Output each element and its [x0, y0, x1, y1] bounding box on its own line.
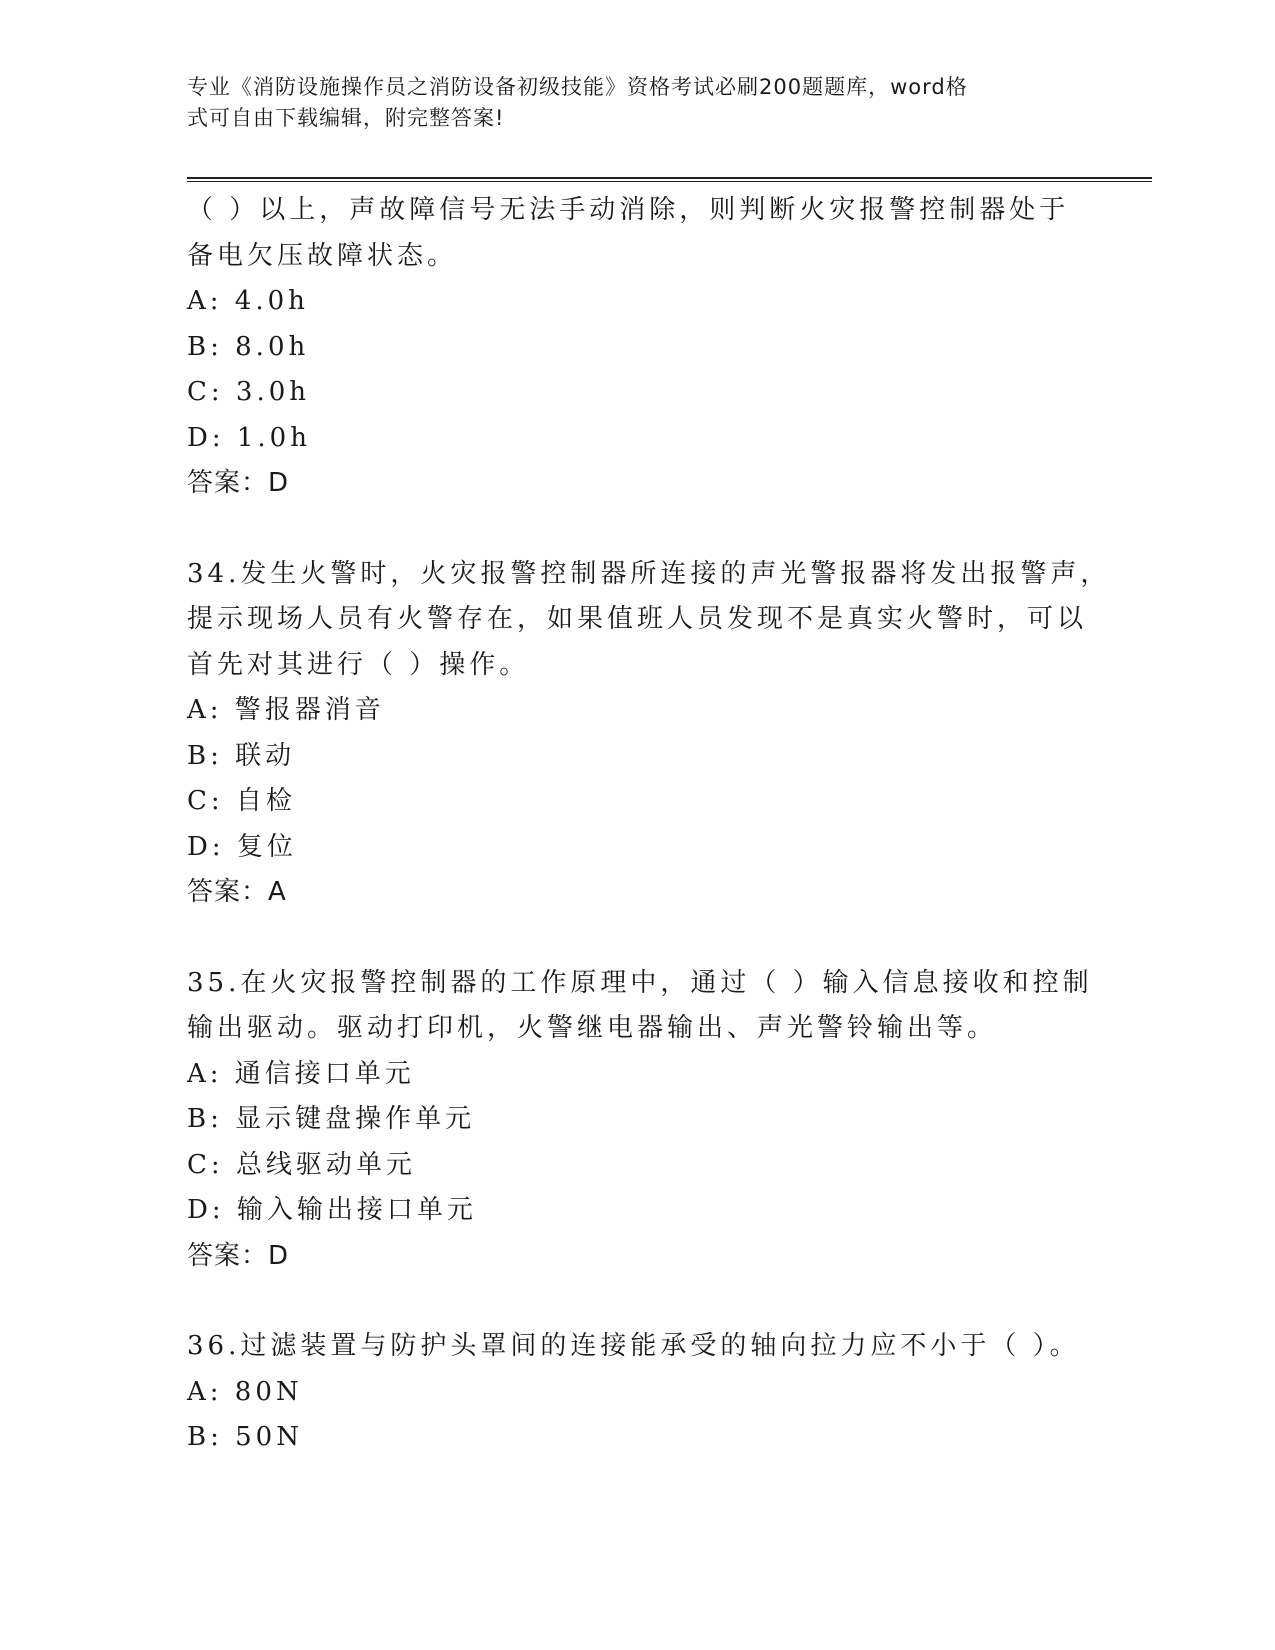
document-header	[187, 72, 1067, 134]
question-stem-line: 首先对其进行（ ）操作。	[187, 649, 530, 680]
question-35	[187, 961, 1093, 1280]
option-c: C: 总线驱动单元	[187, 1149, 416, 1180]
question-stem-line: 提示现场人员有火警存在，如果值班人员发现不是真实火警时，可以	[187, 604, 1088, 634]
option-b: B: 50N	[187, 1422, 303, 1452]
question-36	[187, 1324, 1087, 1461]
answer-line: 答案：D	[187, 1240, 290, 1271]
option-a: A: 80N	[187, 1376, 303, 1407]
question-stem-line: 备电欠压故障状态。	[187, 240, 458, 271]
question-stem-line: 34.发生火警时，火灾报警控制器所连接的声光警报器将发出报警声，	[187, 558, 1111, 589]
question-33	[187, 188, 1087, 507]
question-stem-line: （ ）以上，声故障信号无法手动消除，则判断火灾报警控制器处于	[187, 195, 1070, 225]
option-b: B: 联动	[187, 740, 296, 771]
spacer	[187, 916, 1087, 961]
question-stem-line: 输出驱动。驱动打印机，火警继电器输出、声光警铃输出等。	[187, 1013, 998, 1043]
option-b: B: 显示键盘操作单元	[187, 1104, 476, 1134]
header-line-1: 专业《消防设施操作员之消防设备初级技能》资格考试必刷200题题库，word格	[187, 75, 968, 99]
option-c: C: 3.0h	[187, 377, 311, 407]
header-line-2: 式可自由下载编辑，附完整答案!	[187, 106, 505, 130]
header-divider-thin	[187, 181, 1152, 182]
option-a: A: 警报器消音	[187, 695, 385, 725]
answer-line: 答案：A	[187, 877, 287, 907]
question-stem-line: 35.在火灾报警控制器的工作原理中，通过（ ）输入信息接收和控制	[187, 967, 1093, 998]
option-d: D: 复位	[187, 831, 297, 862]
document-body	[187, 188, 1111, 1461]
spacer	[187, 507, 1087, 552]
option-a: A: 通信接口单元	[187, 1058, 415, 1089]
option-c: C: 自检	[187, 786, 296, 816]
option-a: A: 4.0h	[187, 286, 309, 316]
question-34	[187, 552, 1111, 916]
option-d: D: 1.0h	[187, 422, 311, 453]
option-d: D: 输入输出接口单元	[187, 1195, 477, 1225]
question-stem-line: 36.过滤装置与防护头罩间的连接能承受的轴向拉力应不小于（ ）。	[187, 1331, 1080, 1361]
header-divider-thick	[187, 177, 1152, 179]
answer-line: 答案：D	[187, 468, 290, 498]
option-b: B: 8.0h	[187, 331, 310, 362]
spacer	[187, 1279, 1087, 1324]
